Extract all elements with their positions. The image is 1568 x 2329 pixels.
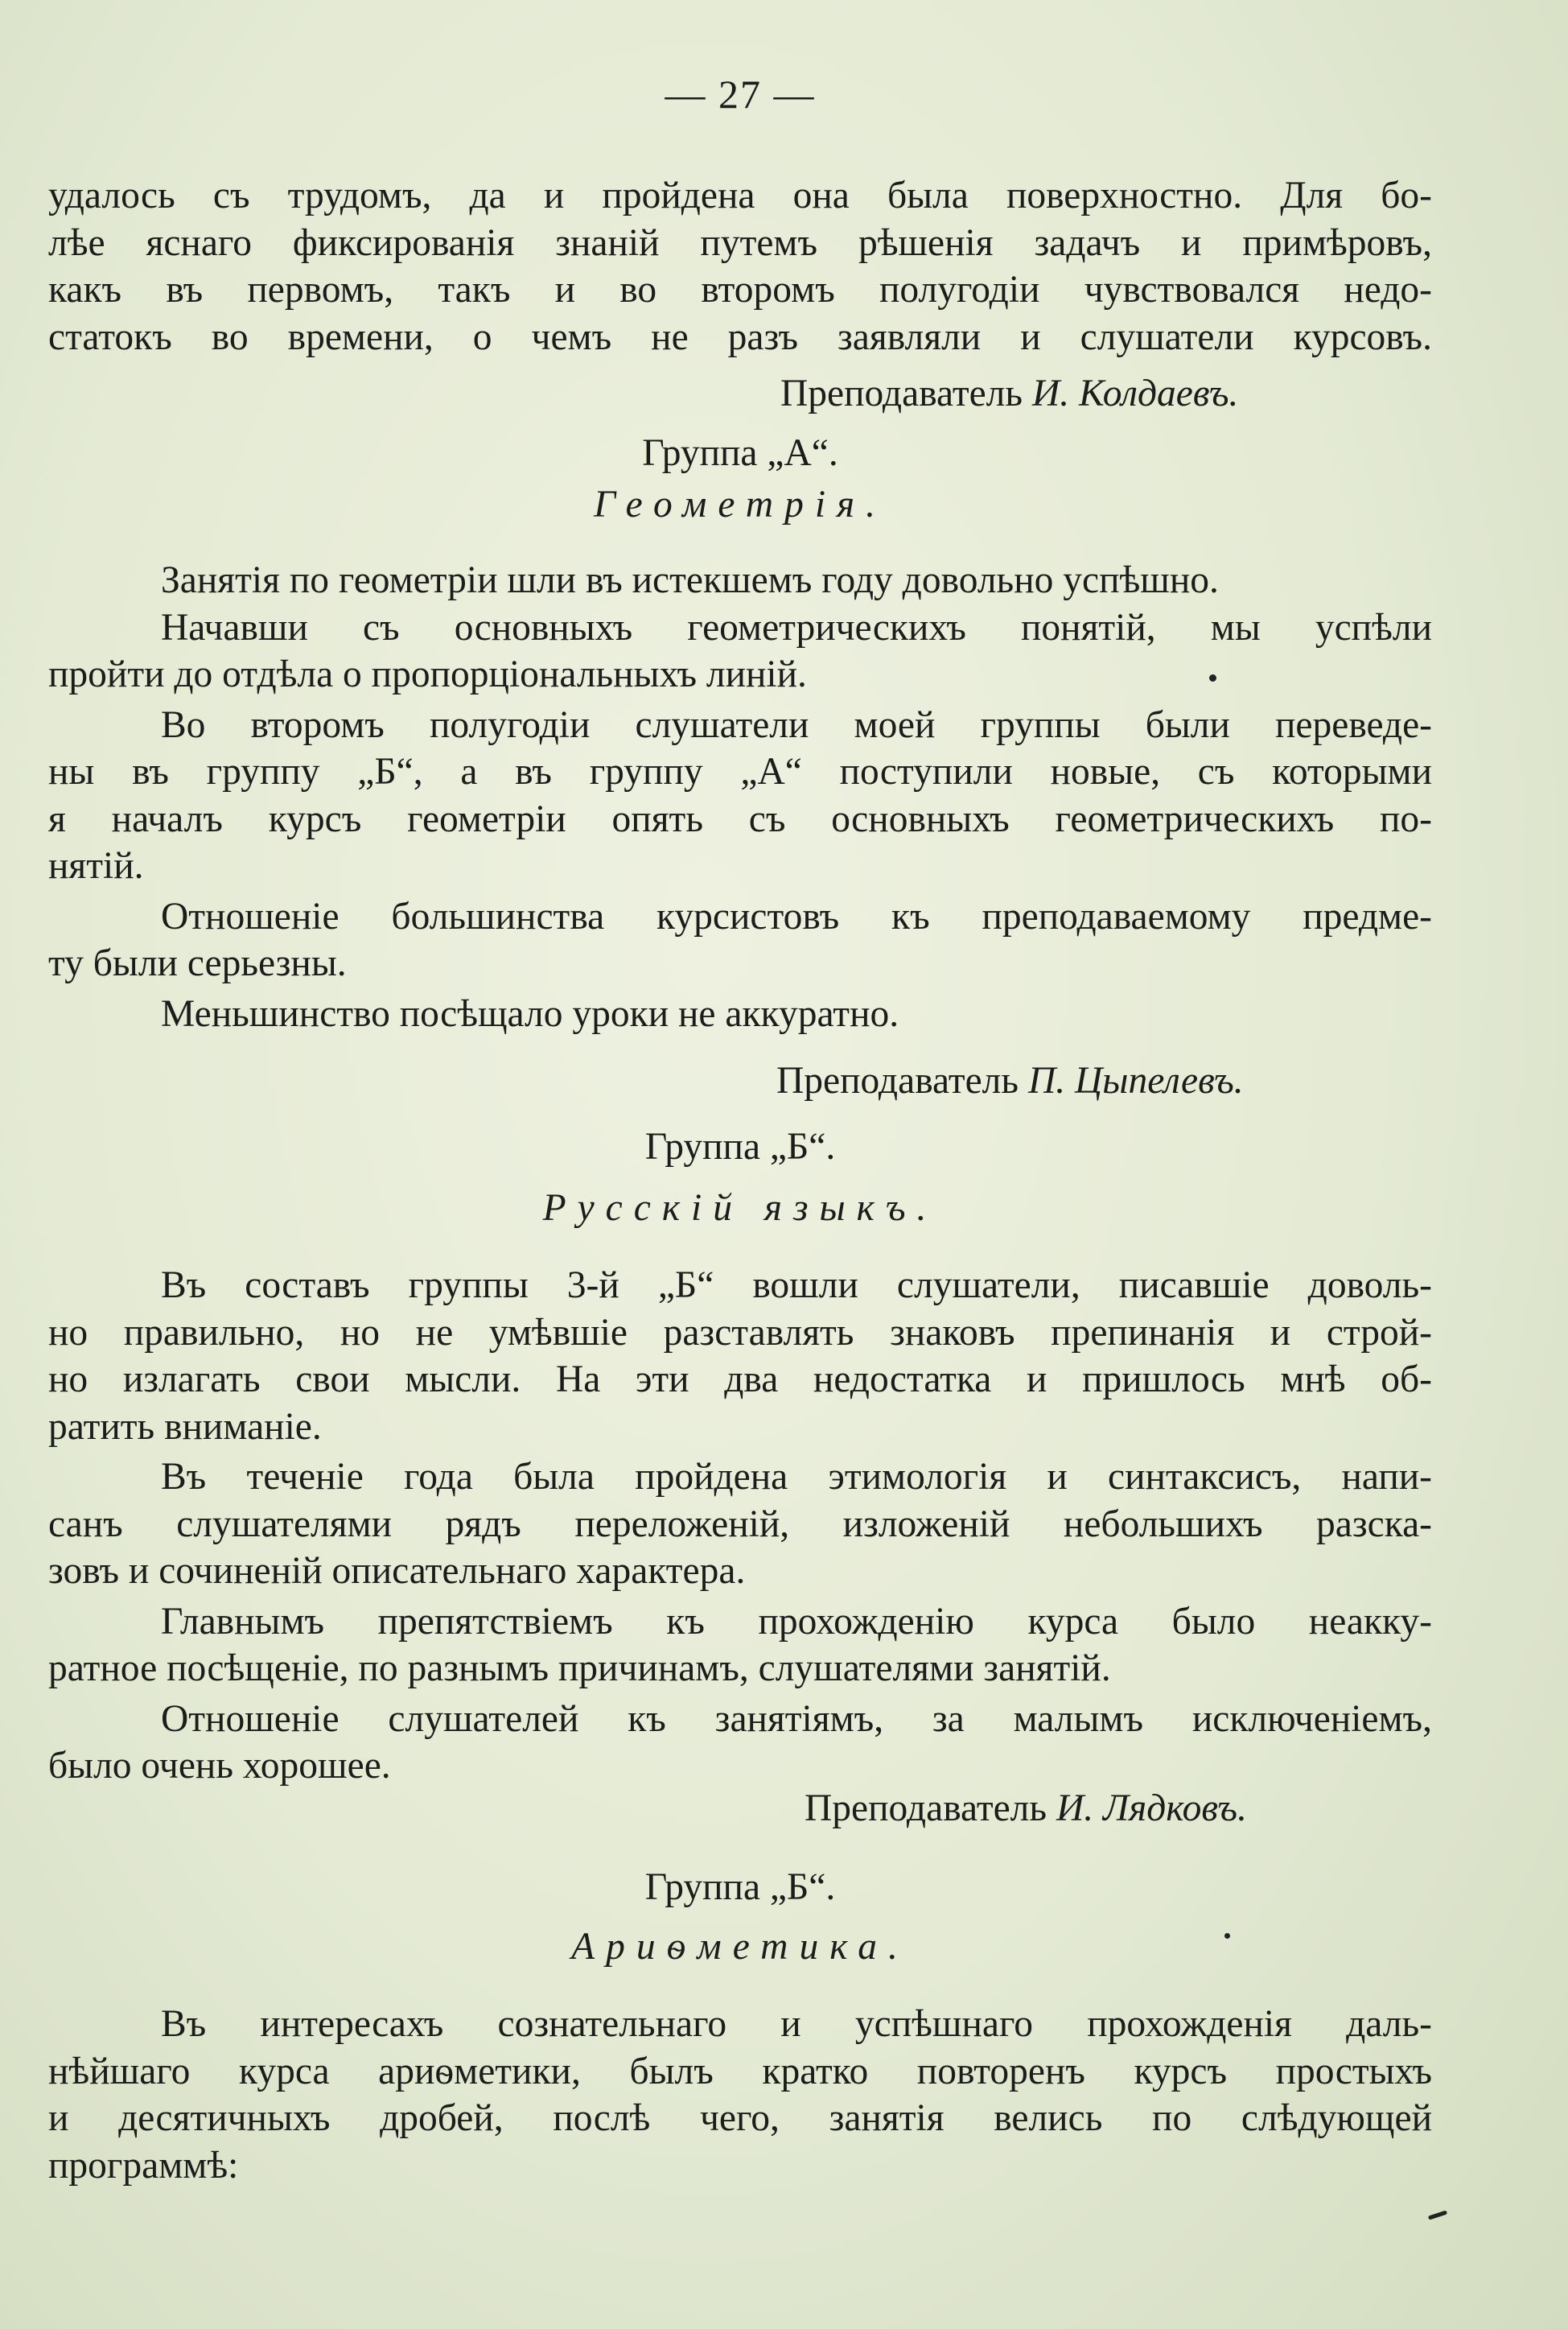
- signature-name: И. Лядковъ.: [1056, 1787, 1247, 1829]
- text-line: пройти до отдѣла о пропорціональныхъ линій.: [48, 653, 807, 695]
- ink-dot-mark: [1224, 1933, 1230, 1939]
- text-line: Во второмъ полугодіи слушатели моей группы были переведе-: [161, 703, 1432, 746]
- signature-role: Преподаватель: [780, 373, 1023, 414]
- paragraph-block-russian: [48, 1262, 1432, 1790]
- group-heading-b-arithmetic: Группа „Б“.: [644, 1866, 836, 1908]
- text-line: и десятичныхъ дробей, послѣ чего, занятія велись по слѣдующей: [48, 2097, 1432, 2139]
- text-line: но излагать свои мысли. На эти два недостатка и пришлось мнѣ об-: [48, 1358, 1432, 1400]
- paragraph-block-1: [48, 172, 1432, 361]
- signature-role: Преподаватель: [805, 1787, 1047, 1829]
- text-line: какъ въ первомъ, такъ и во второмъ полугодіи чувствовался недо-: [48, 269, 1432, 311]
- text-line: Въ интересахъ сознательнаго и успѣшнаго прохожденія даль-: [161, 2003, 1432, 2045]
- text-line: ратить вниманіе.: [48, 1405, 322, 1448]
- text-line: ны въ группу „Б“, а въ группу „А“ поступили новые, съ которыми: [48, 751, 1432, 793]
- text-line: Въ составъ группы 3-й „Б“ вошли слушатели, писавшіе доволь-: [161, 1264, 1432, 1306]
- group-heading-a: Группа „А“.: [642, 432, 838, 474]
- text-line: я началъ курсъ геометріи опять съ основныхъ геометрическихъ по-: [48, 798, 1432, 840]
- text-line: ту были серьезны.: [48, 942, 347, 984]
- text-line: Меньшинство посѣщало уроки не аккуратно.: [161, 992, 899, 1035]
- paragraph-block-geometry: [48, 557, 1432, 1037]
- text-line: программѣ:: [48, 2144, 239, 2187]
- text-line: было очень хорошее.: [48, 1745, 391, 1787]
- text-line: Отношеніе слушателей къ занятіямъ, за малымъ исключеніемъ,: [161, 1697, 1432, 1740]
- text-line: Начавши съ основныхъ геометрическихъ понятій, мы успѣли: [161, 606, 1432, 649]
- text-line: нѣйшаго курса ариѳметики, былъ кратко повторенъ курсъ простыхъ: [48, 2050, 1432, 2092]
- signature-koldaev: [780, 372, 1238, 415]
- text-line: Въ теченіе года была пройдена этимологія и синтаксисъ, напи-: [161, 1456, 1432, 1498]
- text-line: статокъ во времени, о чемъ не разъ заявляли и слушатели курсовъ.: [48, 315, 1432, 358]
- text-line: нятій.: [48, 845, 144, 887]
- signature-lyadkov: [805, 1787, 1247, 1830]
- text-line: ратное посѣщеніе, по разнымъ причинамъ, слушателями занятій.: [48, 1647, 1111, 1689]
- signature-role: Преподаватель: [776, 1060, 1019, 1102]
- subject-heading-geometry: Геометрія.: [594, 484, 887, 526]
- text-line: Занятія по геометріи шли въ истекшемъ году довольно успѣшно.: [161, 559, 1219, 601]
- text-line: Главнымъ препятствіемъ къ прохожденію курса было неакку-: [161, 1600, 1432, 1643]
- text-line: лѣе яснаго фиксированія знаній путемъ рѣшенія задачъ и примѣровъ,: [48, 221, 1432, 264]
- page-number: — 27 —: [665, 72, 816, 117]
- paragraph-block-arithmetic: [48, 2001, 1432, 2189]
- subject-heading-arithmetic: Ариѳметика.: [571, 1926, 909, 1968]
- signature-name: И. Колдаевъ.: [1031, 373, 1239, 414]
- text-line: санъ слушателями рядъ переложеній, изложеній небольшихъ разска-: [48, 1503, 1432, 1545]
- text-line: Отношеніе большинства курсистовъ къ преподаваемому предме-: [161, 895, 1432, 938]
- signature-name: П. Цыпелевъ.: [1027, 1060, 1244, 1102]
- text-line: зовъ и сочиненій описательнаго характера.: [48, 1550, 746, 1592]
- signature-tsypelev: [776, 1059, 1244, 1103]
- ink-stroke-mark: [1428, 2210, 1447, 2220]
- text-line: удалось съ трудомъ, да и пройдена она была поверхностно. Для бо-: [48, 175, 1432, 216]
- text-line: но правильно, но не умѣвшіе разставлять знаковъ препинанія и строй-: [48, 1311, 1432, 1354]
- subject-heading-russian: Русскій языкъ.: [542, 1187, 938, 1229]
- ink-dot-mark: [1209, 674, 1216, 682]
- group-heading-b: Группа „Б“.: [644, 1126, 836, 1168]
